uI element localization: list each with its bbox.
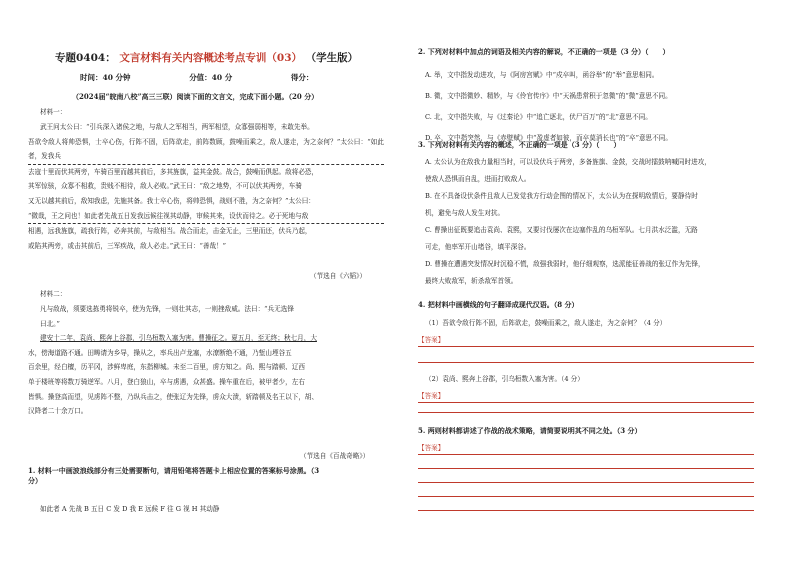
material1-label: 材料一： xyxy=(40,108,67,116)
material1-line: 武王问太公曰：“引兵深入诸侯之地，与敌人之军相当，两军相望，众寡强弱相等，未敢先举。 xyxy=(40,123,314,131)
score-got: 得分： xyxy=(290,73,314,82)
q2-option-a[interactable]: A. 举，文中指发动进攻，与《阿房宫赋》中“戍卒叫，函谷举”的“举”意思相同。 xyxy=(425,71,659,79)
q4-answer-2[interactable] xyxy=(418,390,758,404)
q3-option-b[interactable]: B. 在不具备设伏条件且敌人已发觉我方行动企图的情况下，太公认为在探明敌情后，要静待时 xyxy=(425,192,698,200)
q2-options xyxy=(425,65,765,149)
exam-meta xyxy=(80,72,369,83)
material1-text xyxy=(28,120,384,253)
q3-option-a-cont: 使敌人恐惧而自乱，进而打败敌人。 xyxy=(425,175,531,183)
answer-line xyxy=(418,496,754,497)
material1-line: “微哉，王之问也！如此者先战五日发我远候往视其动静，审候其来，设伏而待之。必于死地与敌 xyxy=(28,209,384,225)
material1-line: 或陷其两旁，或击其前后，三军疾战，敌人必走。”武王曰：“善哉！” xyxy=(28,241,227,250)
answer-line xyxy=(418,454,754,455)
material2-source: （节选自《百战奇略》） xyxy=(300,452,370,460)
answer-line xyxy=(418,510,754,511)
material2-line: 建安十二年，袁尚、熙奔上谷郡，引乌桓数入塞为害。曹操征之。夏五月，至无终；秋七月，大 xyxy=(40,334,317,343)
q1-heading xyxy=(28,466,388,486)
material1-source: （节选自《六韬》） xyxy=(310,272,367,280)
material2-text xyxy=(28,302,384,419)
title-prefix: 专题0404： xyxy=(55,52,116,64)
answer-label: 【答案】 xyxy=(418,444,445,452)
title-suffix: （学生版） xyxy=(305,52,359,64)
material2-line: 单于楼班等将数万骑逆军。八月，登白狼山，卒与虏遇，众甚盛。操车重在后，被甲者少，左右 xyxy=(28,377,305,386)
page-title xyxy=(55,50,395,65)
answer-line xyxy=(418,402,754,403)
material2-line: 百余里，经白檀，历平冈，涉鲜卑庭，东指柳城。未至二百里，虏方知之。尚、熙与踏顿、辽西 xyxy=(28,363,305,372)
q2-option-b[interactable]: B. 微，文中指微妙、精妙，与《伶官传序》中“天祸患常积于忽微”的“微”意思不同。 xyxy=(425,92,672,100)
q3-option-c[interactable]: C. 曹操出征既要追击袁尚、袁熙，又要讨伐屡次在边塞作乱的乌桓军队。七月洪水泛滥，无路 xyxy=(425,226,698,234)
answer-line xyxy=(418,468,754,469)
material1-line: 相遇，远我旌旗，疏我行阵，必奔其前，与敌相当。战合而走，击金无止，三里而还，伏兵乃起， xyxy=(28,227,312,236)
q2-option-d[interactable]: D. 卒，文中指突然，与《赤壁赋》中“盈虚者如彼，而卒莫消长也”的“卒”意思不同。 xyxy=(425,134,672,142)
q3-option-d[interactable]: D. 曹操在遭遇突发情况时沉稳不慌，敌强我弱时，他仔细观察，选派能征善战的张辽作为先锋， xyxy=(425,260,705,268)
material2-line: 凡与敌战，须要选拣勇将锐卒，使为先锋，一则壮其志，一则挫敌威。法曰：“兵无选锋 xyxy=(40,305,294,313)
q5-answer[interactable] xyxy=(418,442,758,456)
answer-line xyxy=(418,346,754,347)
answer-label: 【答案】 xyxy=(418,336,445,344)
time-limit: 时间：40 分钟 xyxy=(80,73,131,82)
answer-line xyxy=(418,482,754,483)
q4-heading: 4. 把材料中画横线的句子翻译成现代汉语。（8 分） xyxy=(418,300,579,309)
q1-heading-line: 1. 材料一中画波浪线部分有三处需要断句，请用铅笔将答题卡上相应位置的答案标号涂黑。（3 xyxy=(28,466,320,475)
q3-option-a[interactable]: A. 太公认为在敌我力量相当时，可以设伏兵于两旁，多备旌旗、金鼓，交战时擂鼓呐喊同时进攻， xyxy=(425,158,711,166)
q4-sentence-2: （2）袁尚、熙奔上谷郡，引乌桓数入塞为害。（4 分） xyxy=(425,375,584,383)
q1-text: 如此者 A 先战 B 五日 C 发 D 我 E 远候 F 往 G 视 H 其动静 xyxy=(40,505,220,513)
q2-option-c[interactable]: C. 北，文中指失败，与《过秦论》中“追亡逐北，伏尸百万”的“北”意思不同。 xyxy=(425,113,652,121)
total-score: 分值：40 分 xyxy=(189,73,233,82)
material2-line: 水，傍海道路不通。田畴请为乡导，操从之，率兵出卢龙塞，水潦断绝不通，乃堑山堙谷五 xyxy=(28,348,292,357)
answer-label: 【答案】 xyxy=(418,392,445,400)
material1-line: 吾欲令敌人将帅恐惧，士卒心伤，行阵不固，后阵欲走，前阵数顾，鼓噪而乘之，敌人遂走，为之奈何？”太公曰：“如此者，发我兵 xyxy=(28,135,384,165)
q3-option-d-cont: 最终大败敌军，斩杀敌军首领。 xyxy=(425,277,518,285)
material1-line: 去寇十里而伏其两旁，车骑百里而越其前后，多其旌旗，益其金鼓。战合，鼓噪而俱起。敌将必恐， xyxy=(28,167,319,176)
material2-line: 皆惧。操登高而望，见虏阵不整，乃纵兵击之，使张辽为先锋，虏众大溃，斩踏顿及名王以下，胡、 xyxy=(28,392,319,401)
q3-options xyxy=(425,154,765,290)
q4-answer-1[interactable] xyxy=(418,334,758,348)
material2-line: 曰北。” xyxy=(40,319,60,328)
material1-line: 又无以越其前后，敌知我虑，先施其备。我士卒心伤，将帅恐惧，战则不胜，为之奈何？”太公曰： xyxy=(28,196,315,205)
material2-line: 汉降者二十余万口。 xyxy=(28,407,88,416)
answer-line xyxy=(418,362,754,363)
reading-instruction: （2024届“皖南八校”高三三联）阅读下面的文言文，完成下面小题。（20 分） xyxy=(72,92,319,101)
q3-heading: 3. 下列对材料有关内容的概述，不正确的一项是（3 分）（ ） xyxy=(418,140,621,149)
q3-option-c-cont: 可走，他率军开山堵谷，填平深谷。 xyxy=(425,243,531,251)
q3-option-b-cont: 机，避免与敌人发生对抗。 xyxy=(425,209,505,217)
material1-line: 其军惊骇，众寡不相救，贵贱不相待，敌人必败。”武王曰：“敌之地势，不可以伏其两旁，车骑 xyxy=(28,182,302,191)
q4-sentence-1: （1）吾欲令敌行阵不固，后阵欲走，鼓噪而乘之，敌人遂走，为之奈何？（4 分） xyxy=(425,319,667,327)
material2-label: 材料二： xyxy=(40,290,67,298)
q2-heading: 2. 下列对材料中加点的词语及相关内容的解说，不正确的一项是（3 分）（ ） xyxy=(418,47,670,56)
q1-heading-line: 分） xyxy=(28,476,42,485)
answer-line xyxy=(418,412,754,413)
q5-heading: 5. 两则材料都讲述了作战的战术策略，请简要说明其不同之处。（3 分） xyxy=(418,426,642,435)
title-main: 文言材料有关内容概述考点专训（03） xyxy=(119,52,303,64)
